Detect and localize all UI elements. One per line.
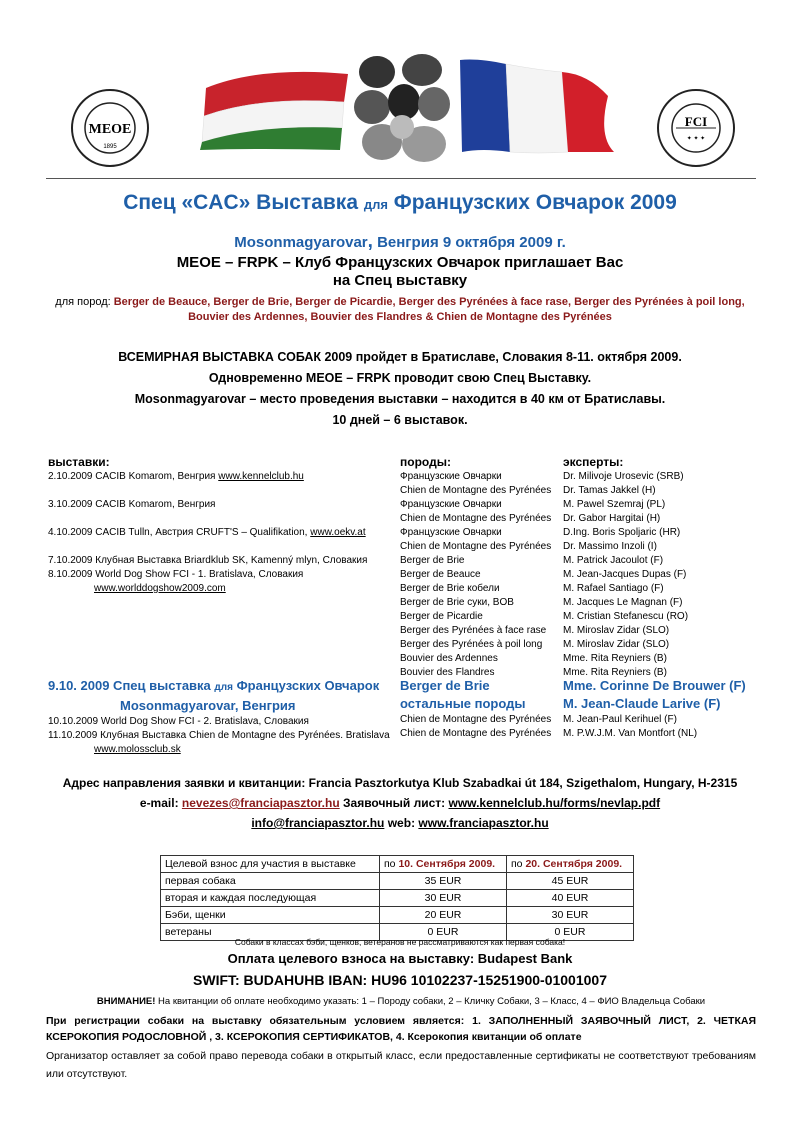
- special-breeds: [400, 677, 551, 741]
- molossclub-link[interactable]: www.molossclub.sk: [94, 744, 181, 755]
- show-item: [48, 582, 367, 596]
- judge-item: Dr. Tamas Jakkel (H): [563, 485, 656, 496]
- page-title: Спец «CAC» Выставка для Французских Овчарок 2009: [123, 191, 677, 214]
- payment-iban: SWIFT: BUDAHUHB IBAN: HU96 10102237-15251900-01001007: [193, 972, 607, 988]
- fee-header-col2: по 20. Сентября 2009.: [507, 856, 634, 873]
- fee-label: вторая и каждая последующая: [161, 890, 380, 907]
- fee-note: Собаки в классах бэби, щенков, ветеранов не рассматриваются как первая собака!: [234, 937, 566, 947]
- fee-header-col1: по 10. Сентября 2009.: [380, 856, 507, 873]
- svg-text:✦ ✦ ✦: ✦ ✦ ✦: [686, 136, 706, 142]
- invitation-line2: на Спец выставку: [332, 272, 468, 289]
- judge-item: M. Miroslav Zidar (SLO): [563, 639, 670, 650]
- special-judges: [563, 677, 746, 741]
- fee-value: 0 EUR: [507, 924, 634, 941]
- oekv-link[interactable]: www.oekv.at: [310, 527, 366, 538]
- special-breed1: Berger de Brie: [400, 678, 490, 693]
- fee-value: 40 EUR: [507, 890, 634, 907]
- breed-item: Berger des Pyrénées à poil long: [400, 639, 543, 650]
- breeds-list: для пород: Berger de Beauce, Berger de Brie, Berger de Picardie, Berger des Pyrénées à face rase, Berger des Pyrénées à poil long, Bouvier des Ardennes, Bouvier des Flandres & Chien de Montagne des Pyrénées: [55, 296, 745, 323]
- breed-item: Chien de Montagne des Pyrénées: [400, 714, 552, 725]
- show-item: 10.10.2009 World Dog Show FCI - 2. Bratislava, Словакия: [48, 716, 309, 727]
- registration-requirements: При регистрации собаки на выставку обязательным условием является: 1. ЗАПОЛНЕННЫЙ ЗАЯВОЧНЫЙ ЛИСТ, 2. ЧЕТКАЯ КСЕРОКОПИЯ РОДОСЛОВНОЙ , 3. КСЕРОКОПИЯ СЕРТИФИКАТОВ, 4. Ксерокопия квитанции об оплате: [46, 1015, 756, 1043]
- show-item: 8.10.2009 World Dog Show FCI - 1. Bratislava, Словакия: [48, 569, 304, 580]
- address-block: Адрес направления заявки и квитанции: Francia Pasztorkutya Klub Szabadkai út 184, Szigethalom, Hungary, H-2315 e-mail: nevezes@franciapasztor.hu Заявочный лист: www.kennelclub.hu/forms/nevlap.pdf info@franciapasztor.hu web: www.franciapasztor.hu: [0, 773, 800, 833]
- announcement: [0, 347, 800, 431]
- shows-header: выставки:: [48, 455, 110, 469]
- meoe-logo: [70, 88, 150, 168]
- fee-header-label: Целевой взнос для участия в выставке: [161, 856, 380, 873]
- breed-item: Berger de Brie: [400, 555, 465, 566]
- judge-item: Dr. Massimo Inzoli (I): [563, 541, 657, 552]
- judge-item: M. Jean-Jacques Dupas (F): [563, 569, 687, 580]
- svg-text:MEOE: MEOE: [88, 122, 132, 137]
- breed-item: Французские Овчарки: [400, 527, 502, 538]
- breed-item: Bouvier des Ardennes: [400, 653, 498, 664]
- event-place-date: Mosonmagyarovar, Венгрия 9 октября 2009 г.: [234, 231, 566, 252]
- fee-value: 30 EUR: [380, 890, 507, 907]
- judge-item: Dr. Milivoje Urosevic (SRB): [563, 471, 684, 482]
- header-divider: [46, 178, 756, 179]
- show-item: 7.10.2009 Клубная Выставка Briardklub SK, Kamenný mlyn, Словакия: [48, 555, 368, 566]
- invitation-line1: MEOE – FRPK – Клуб Французских Овчарок приглашает Вас: [176, 254, 624, 271]
- judge-item: M. Jacques Le Magnan (F): [563, 597, 683, 608]
- show-item: 4.10.2009 CACIB Tulln, Австрия CRUFT'S – Qualifikation, www.oekv.at: [48, 527, 366, 538]
- breed-item: Французские Овчарки: [400, 471, 502, 482]
- special-breed2: остальные породы: [400, 696, 526, 711]
- show-item: 3.10.2009 CACIB Komarom, Венгрия: [48, 499, 216, 510]
- breed-item: Chien de Montagne des Pyrénées: [400, 541, 552, 552]
- breed-item: Berger de Brie суки, BOB: [400, 597, 514, 608]
- fee-table: [160, 855, 634, 941]
- table-row: [161, 890, 634, 907]
- fee-label: ветераны: [161, 924, 380, 941]
- svg-text:1895: 1895: [103, 144, 117, 150]
- form-link[interactable]: www.kennelclub.hu/forms/nevlap.pdf: [448, 796, 661, 810]
- svg-text:FCI: FCI: [684, 114, 708, 129]
- fee-value: 0 EUR: [380, 924, 507, 941]
- table-row: [161, 907, 634, 924]
- special-show: 9.10. 2009 Спец выставка для Французских Овчарок Mosonmagyarovar, Венгрия 10.10.2009 World Dog Show FCI - 2. Bratislava, Словакия 11.10.2009 Клубная Выставка Chien de Montagne des Pyrénées. Bratislava www.molossclub.sk: [48, 678, 390, 755]
- breed-item: Berger de Beauce: [400, 569, 481, 580]
- announce-line3: Mosonmagyarovar – место проведения выставки – находится в 40 км от Братиславы.: [134, 392, 666, 406]
- worlddogshow-link[interactable]: www.worlddogshow2009.com: [94, 583, 226, 594]
- france-flag: [458, 56, 618, 161]
- judge-item: Mme. Rita Reyniers (B): [563, 667, 667, 678]
- show-item: 11.10.2009 Клубная Выставка Chien de Montagne des Pyrénées. Bratislava: [48, 730, 390, 741]
- breed-item: Berger de Brie кобели: [400, 583, 500, 594]
- special-judge1: Mme. Corinne De Brouwer (F): [563, 678, 746, 693]
- breed-item: Berger de Picardie: [400, 611, 483, 622]
- judge-item: M. P.W.J.M. Van Montfort (NL): [563, 728, 698, 739]
- fee-value: 30 EUR: [507, 907, 634, 924]
- judge-item: M. Patrick Jacoulot (F): [563, 555, 664, 566]
- fee-value: 20 EUR: [380, 907, 507, 924]
- dogs-collage-image: [352, 52, 452, 172]
- fee-value: 35 EUR: [380, 873, 507, 890]
- fee-header-row: [161, 856, 634, 873]
- breeds-header: породы:: [400, 455, 451, 469]
- hungary-flag: [200, 58, 350, 155]
- breeds-column: [400, 454, 551, 680]
- judge-item: M. Cristian Stefanescu (RO): [563, 611, 689, 622]
- announce-line4: 10 дней – 6 выставок.: [332, 413, 468, 427]
- address-line: Адрес направления заявки и квитанции: Francia Pasztorkutya Klub Szabadkai út 184, Szigethalom, Hungary, H-2315: [62, 776, 738, 790]
- breed-item: Chien de Montagne des Pyrénées: [400, 513, 552, 524]
- special-judge2: M. Jean-Claude Larive (F): [563, 696, 721, 711]
- breed-item: Chien de Montagne des Pyrénées: [400, 728, 552, 739]
- breed-item: Chien de Montagne des Pyrénées: [400, 485, 552, 496]
- payment-bank: Оплата целевого взноса на выставку: Budapest Bank: [227, 951, 573, 966]
- judge-item: Dr. Gabor Hargitai (H): [563, 513, 661, 524]
- fee-label: первая собака: [161, 873, 380, 890]
- judge-item: M. Jean-Paul Kerihuel (F): [563, 714, 677, 725]
- breed-item: Berger des Pyrénées à face rase: [400, 625, 547, 636]
- kennelclub-link[interactable]: www.kennelclub.hu: [218, 471, 304, 482]
- judge-item: M. Pawel Szemraj (PL): [563, 499, 666, 510]
- attention-note: ВНИМАНИЕ! На квитанции об оплате необходимо указать: 1 – Породу собаки, 2 – Кличку Собаки, 3 – Класс, 4 – ФИО Владельца Собаки: [96, 996, 706, 1007]
- show-item: 2.10.2009 CACIB Komarom, Венгрия www.kennelclub.hu: [48, 471, 304, 482]
- web-link[interactable]: www.franciapasztor.hu: [418, 816, 549, 830]
- title-small: для: [363, 197, 388, 212]
- judge-item: M. Miroslav Zidar (SLO): [563, 625, 670, 636]
- announce-line2: Одновременно MEOE – FRPK проводит свою Спец Выставку.: [208, 371, 592, 385]
- special-show-place: Mosonmagyarovar, Венгрия: [120, 698, 296, 713]
- judges-column: [563, 454, 688, 680]
- breed-item: Bouvier des Flandres: [400, 667, 495, 678]
- fci-logo: [656, 88, 736, 168]
- info-email-link[interactable]: info@franciapasztor.hu: [251, 816, 385, 830]
- invitation: [0, 254, 800, 290]
- organizer-note: Организатор оставляет за собой право перевода собаки в открытый класс, если предоставленные сертификаты не соответствуют требованиям или отсутствуют.: [46, 1050, 756, 1080]
- judge-item: D.Ing. Boris Spoljaric (HR): [563, 527, 681, 538]
- announce-line1: ВСЕМИРНАЯ ВЫСТАВКА СОБАК 2009 пройдет в Братиславе, Словакия 8-11. октября 2009.: [118, 350, 682, 364]
- shows-column: [48, 454, 367, 596]
- breed-item: Французские Овчарки: [400, 499, 502, 510]
- fee-label: Бэби, щенки: [161, 907, 380, 924]
- judge-item: M. Rafael Santiago (F): [563, 583, 664, 594]
- table-row: [161, 873, 634, 890]
- judge-item: Mme. Rita Reyniers (B): [563, 653, 667, 664]
- email-link[interactable]: nevezes@franciapasztor.hu: [181, 796, 340, 810]
- fee-value: 45 EUR: [507, 873, 634, 890]
- judges-header: эксперты:: [563, 455, 624, 469]
